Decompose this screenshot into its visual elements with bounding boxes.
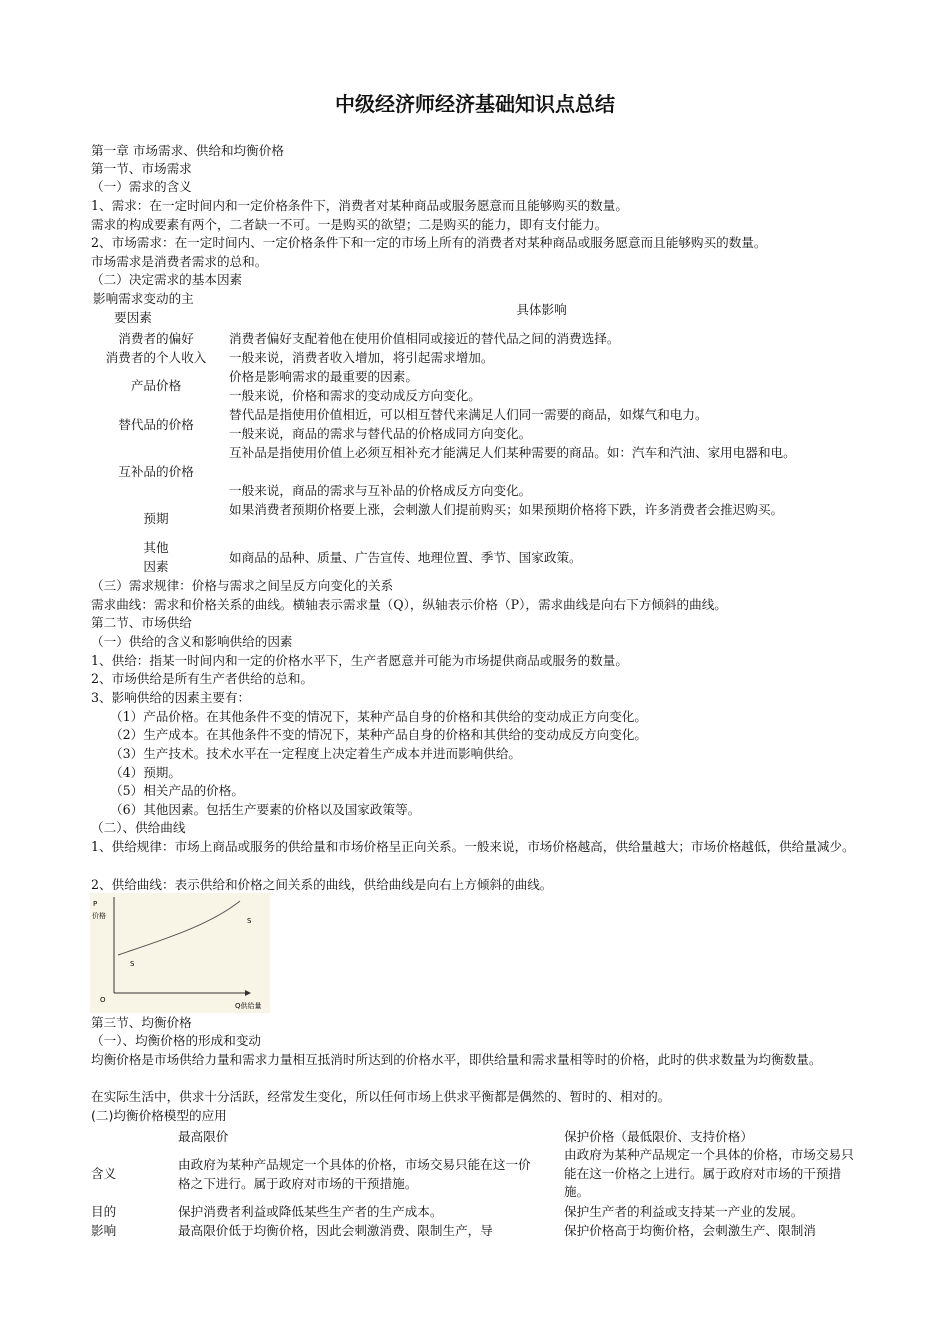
section-heading: 第一节、市场需求 [91,161,192,176]
table-row-effect: 一般来说，价格和需求的变动成反方向变化。 [229,388,481,403]
table-row-effect: 如果消费者预期价格要上涨，会刺激人们提前购买；如果预期价格将下跌，许多消费者会推迟购买。 [229,502,784,517]
list-item: （2）生产成本。在其他条件不变的情况下，某种产品自身的价格和其供给的变动成反方向变化。 [110,727,647,742]
table-row-factor: 消费者的个人收入 [105,350,207,365]
table-cell-min: 保护价格高于均衡价格，会刺激生产、限制消 [564,1223,816,1238]
table-row-label: 目的 [91,1204,117,1219]
section-heading: 第二节、市场供给 [91,615,192,630]
table-row-effect: 一般来说，商品的需求与互补品的价格成反方向变化。 [229,483,532,498]
list-item: （5）相关产品的价格。 [110,783,244,798]
paragraph: 市场需求是消费者需求的总和。 [91,254,268,269]
section-heading: 第三节、均衡价格 [91,1015,192,1030]
paragraph: 1、需求：在一定时间内和一定价格条件下，消费者对某种商品或服务愿意而且能够购买的数量。 [91,198,628,213]
table-row-effect: 互补品是指使用价值上必须互相补充才能满足人们某种需要的商品。如：汽车和汽油、家用电器和电。 [229,445,796,460]
table-header-min-price: 保护价格（最低限价、支持价格） [564,1129,753,1144]
list-item: （3）生产技术。技术水平在一定程度上决定着生产成本并进而影响供给。 [110,746,522,761]
table-cell-max: 由政府为某种产品规定一个具体的价格，市场交易只能在这一价格之下进行。属于政府对市场的干预措施。 [178,1157,531,1191]
table-cell-max: 保护消费者利益或降低某些生产者的生产成本。 [178,1204,443,1219]
table-row-factor: 互补品的价格 [118,464,194,479]
table-row-factor: 产品价格 [130,378,182,393]
paragraph: 3、影响供给的因素主要有： [91,690,251,705]
subsection-heading: （三）需求规律：价格与需求之间呈反方向变化的关系 [91,578,394,593]
table-row-factor: 因素 [143,559,169,574]
origin-label: O [100,996,106,1004]
table-cell-max: 最高限价低于均衡价格，因此会刺激消费、限制生产，导 [178,1223,493,1238]
table-row-factor: 消费者的偏好 [118,331,194,346]
supply-label-top: S [247,917,252,925]
subsection-heading: （二）、供给曲线 [91,820,186,835]
table-header-factor: 要因素 [114,310,152,325]
subsection-heading: （一）供给的含义和影响供给的因素 [91,634,293,649]
subsection-heading: (二)均衡价格模型的应用 [91,1108,227,1123]
list-item: （6）其他因素。包括生产要素的价格以及国家政策等。 [110,802,421,817]
paragraph: 2、市场需求：在一定时间内、一定价格条件下和一定的市场上所有的消费者对某种商品或服务愿意而且能够购买的数量。 [91,235,767,250]
table-row-effect: 如商品的品种、质量、广告宣传、地理位置、季节、国家政策。 [229,550,582,565]
table-header-max-price: 最高限价 [178,1129,229,1144]
supply-label-bottom: S [130,960,135,968]
subsection-heading: （二）决定需求的基本因素 [91,272,243,287]
paragraph: 均衡价格是市场供给力量和需求力量相互抵消时所达到的价格水平，即供给量和需求量相等时的价格，此时的供求数量为均衡数量。 [91,1052,822,1067]
table-row-factor: 预期 [143,511,169,526]
list-item: （1）产品价格。在其他条件不变的情况下，某种产品自身的价格和其供给的变动成正方向变化。 [110,709,647,724]
quantity-axis-label: Q供给量 [235,1002,262,1010]
table-row-factor: 替代品的价格 [118,417,194,432]
subsection-heading: （一）、均衡价格的形成和变动 [91,1033,262,1048]
chapter-heading: 第一章 市场需求、供给和均衡价格 [91,143,284,158]
subsection-heading: （一）需求的含义 [91,179,192,194]
p-axis-label: P [93,900,98,908]
table-header-factor: 影响需求变动的主 [93,291,194,306]
table-row-factor: 其他 [143,540,169,555]
supply-curve-svg [90,893,270,1013]
table-cell-min: 由政府为某种产品规定一个具体的价格，市场交易只能在这一价格之上进行。属于政府对市场的干预措施。 [564,1147,854,1200]
paragraph: 2、供给曲线：表示供给和价格之间关系的曲线，供给曲线是向右上方倾斜的曲线。 [91,877,553,892]
document-title: 中级经济师经济基础知识点总结 [335,92,615,116]
table-row-effect: 替代品是指使用价值相近，可以相互替代来满足人们同一需要的商品，如煤气和电力。 [229,407,708,422]
supply-curve-figure [90,893,270,1013]
table-row-label: 含义 [91,1166,117,1181]
table-row-effect: 消费者偏好支配着他在使用价值相同或接近的替代品之间的消费选择。 [229,331,620,346]
table-cell-min: 保护生产者的利益或支持某一产业的发展。 [564,1204,804,1219]
table-header-effect: 具体影响 [516,302,567,317]
list-item: （4）预期。 [110,765,181,780]
paragraph: 1、供给：指某一时间内和一定的价格水平下，生产者愿意并可能为市场提供商品或服务的数量。 [91,653,628,668]
paragraph: 需求的构成要素有两个，二者缺一不可。一是购买的欲望；二是购买的能力，即有支付能力。 [91,217,608,232]
paragraph: 在实际生活中，供求十分活跃，经常发生变化，所以任何市场上供求平衡都是偶然的、暂时的、相对的。 [91,1089,671,1104]
table-row-effect: 一般来说，商品的需求与替代品的价格成同方向变化。 [229,426,532,441]
paragraph: 2、市场供给是所有生产者供给的总和。 [91,671,314,686]
price-axis-label: 价格 [92,912,106,920]
table-row-effect: 一般来说，消费者收入增加，将引起需求增加。 [229,350,494,365]
paragraph: 需求曲线：需求和价格关系的曲线。横轴表示需求量（Q），纵轴表示价格（P），需求曲线是向右下方倾斜的曲线。 [91,597,727,612]
supply-curve [118,901,240,955]
paragraph: 1、供给规律：市场上商品或服务的供给量和市场价格呈正向关系。一般来说，市场价格越高，供给量越大；市场价格越低，供给量减少。 [91,839,855,854]
table-row-effect: 价格是影响需求的最重要的因素。 [229,369,418,384]
table-row-label: 影响 [91,1223,117,1238]
quantity-axis-arrow [245,990,251,996]
